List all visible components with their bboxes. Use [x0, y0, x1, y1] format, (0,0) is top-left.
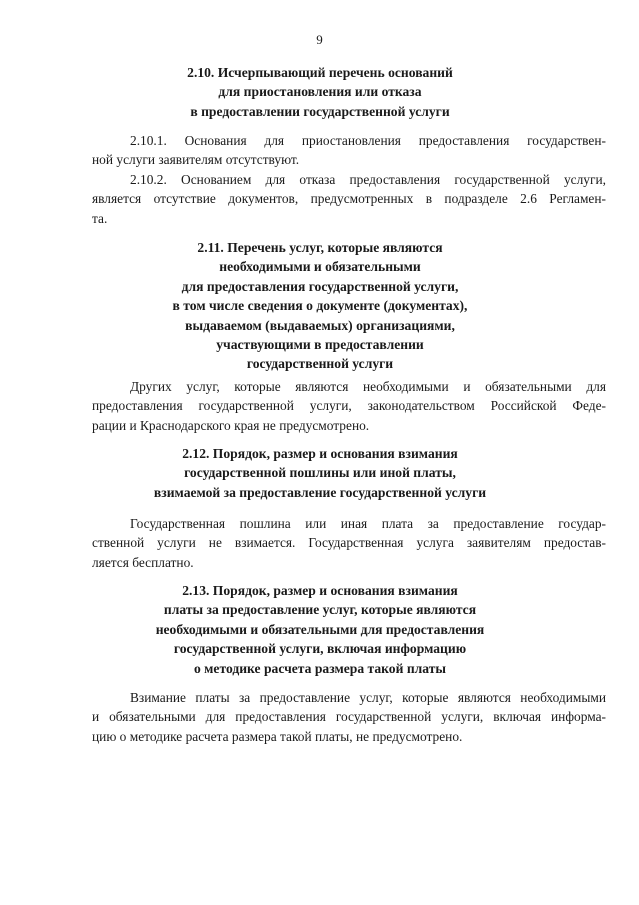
heading-line: 2.11. Перечень услуг, которые являются [197, 240, 443, 255]
paragraph-line: Взимание платы за предоставление услуг, которые являются необходимыми [130, 690, 606, 705]
heading-line: платы за предоставление услуг, которые являются [163, 602, 477, 618]
heading-line: необходимыми и обязательными для предоставления [155, 621, 485, 637]
heading-line: участвующими в предоставлении [216, 337, 424, 353]
paragraph-line: ной услуги заявителям отсутствуют. [92, 152, 300, 168]
paragraph-2-13 [92, 688, 606, 746]
paragraph-line: 2.10.1. Основания для приостановления предоставления государствен- [130, 133, 606, 148]
heading-line: государственной услуги [246, 356, 394, 372]
paragraph-line: ляется бесплатно. [92, 554, 194, 570]
heading-line: для предоставления государственной услуги, [181, 278, 459, 294]
paragraph-2-11 [92, 377, 606, 435]
paragraph-line: та. [92, 210, 108, 226]
section-heading-2-13 [90, 581, 550, 678]
heading-line: 2.10. Исчерпывающий перечень оснований [187, 65, 453, 80]
heading-line: о методике расчета размера такой платы [193, 660, 447, 676]
paragraph-line: является отсутствие документов, предусмотренных в подразделе 2.6 Регламен- [92, 191, 606, 207]
paragraph-2-10-1 [92, 131, 606, 170]
heading-line: необходимыми и обязательными [219, 259, 421, 275]
section-heading-2-10 [90, 63, 550, 121]
heading-line: 2.12. Порядок, размер и основания взимания [182, 446, 458, 461]
paragraph-line: рации и Краснодарского края не предусмотрено. [92, 417, 370, 433]
heading-line: выдаваемом (выдаваемых) организациями, [185, 317, 455, 333]
paragraph-line: ственной услуги не взимается. Государственная услуга заявителям предостав- [92, 535, 606, 551]
heading-line: в предоставлении государственной услуги [190, 103, 450, 119]
paragraph-line: Государственная пошлина или иная плата за предоставление государ- [130, 516, 606, 531]
paragraph-line: и обязательными для предоставления государственной услуги, включая информа- [92, 709, 606, 725]
paragraph-2-10-2 [92, 170, 606, 228]
paragraph-line: цию о методике расчета размера такой платы, не предусмотрено. [92, 728, 463, 744]
paragraph-line: 2.10.2. Основанием для отказа предоставления государственной услуги, [130, 172, 606, 187]
heading-line: взимаемой за предоставление государственной услуги [153, 484, 487, 500]
heading-line: в том числе сведения о документе (документах), [172, 298, 468, 314]
heading-line: 2.13. Порядок, размер и основания взимания [182, 583, 458, 598]
heading-line: государственной услуги, включая информацию [173, 641, 467, 657]
section-heading-2-12 [90, 444, 550, 502]
paragraph-2-12 [92, 514, 606, 572]
paragraph-line: предоставления государственной услуги, законодательством Российской Феде- [92, 398, 606, 414]
section-heading-2-11 [90, 238, 550, 374]
paragraph-line: Других услуг, которые являются необходимыми и обязательными для [130, 379, 606, 394]
page-number: 9 [316, 32, 323, 47]
heading-line: государственной пошлины или иной платы, [184, 465, 456, 481]
heading-line: для приостановления или отказа [218, 84, 422, 100]
